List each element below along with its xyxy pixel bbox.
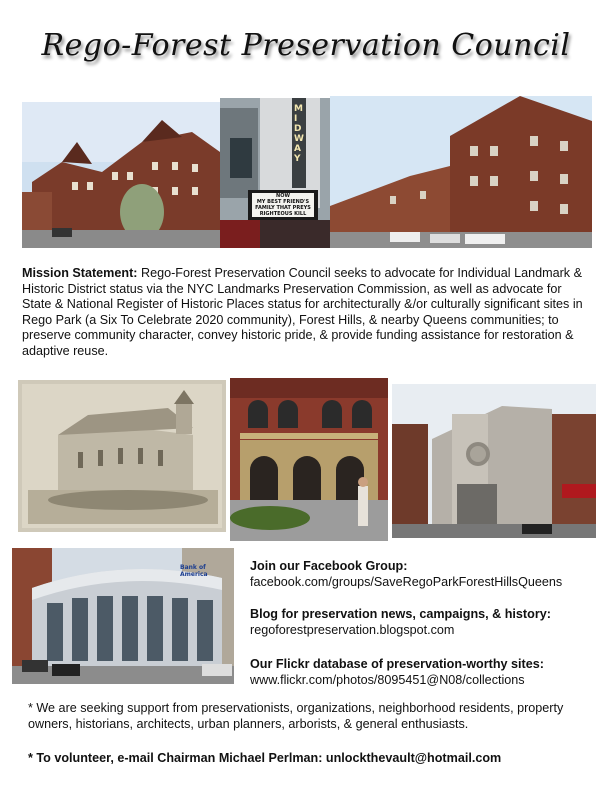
photo-arched-building [230,378,388,541]
photo-vintage-church [18,380,226,532]
photo-apartments-left [22,102,220,248]
marquee-line: MY BEST FRIEND'S [256,199,310,205]
midway-marquee [252,193,314,217]
marquee-line: RIGHTEOUS KILL [259,211,307,217]
mission-label: Mission Statement: [22,266,138,280]
blog-heading: Blog for preservation news, campaigns, & history: [250,607,551,621]
marquee-line: FAMILY THAT PREYS [255,205,311,211]
flickr-section [250,656,544,688]
photo-art-deco-temple [392,384,596,538]
photo-bank-building [12,548,234,684]
facebook-link[interactable]: facebook.com/groups/SaveRegoParkForestHillsQueens [250,575,563,589]
volunteer-note: * To volunteer, e-mail Chairman Michael Perlman: unlockthevault@hotmail.com [28,751,502,765]
midway-vertical-sign: MIDWAY [294,104,304,164]
blog-link[interactable]: regoforestpreservation.blogspot.com [250,623,455,637]
facebook-section [250,558,562,590]
flickr-heading: Our Flickr database of preservation-worthy sites: [250,657,544,671]
page-title: Rego-Forest Preservation Council [41,28,571,63]
photo-midway-theater [220,98,330,248]
marquee-line: NOW [276,193,290,199]
bank-sign: Bank of America [180,564,208,578]
photo-apartments-right [330,96,592,248]
mission-statement [22,266,592,360]
flickr-link[interactable]: www.flickr.com/photos/8095451@N08/collections [250,673,525,687]
mission-text: Rego-Forest Preservation Council seeks to advocate for Individual Landmark & Historic District status via the NYC Landmarks Preservation Commission, as well as advocate for State & National Register of Historic Places status for architecturally &/or culturally significant sites in Rego Park (a Six To Celebrate 2020 community), Forest Hills, & nearby Queens communities; to preserve community character, convey historic pride, & provide funding assistance for restoration & adaptive reuse. [22,266,583,358]
blog-section [250,606,551,638]
support-note: * We are seeking support from preservationists, organizations, neighborhood residents, property owners, historians, architects, urban planners, arborists, & general enthusiasts. [28,701,564,731]
facebook-heading: Join our Facebook Group: [250,559,408,573]
